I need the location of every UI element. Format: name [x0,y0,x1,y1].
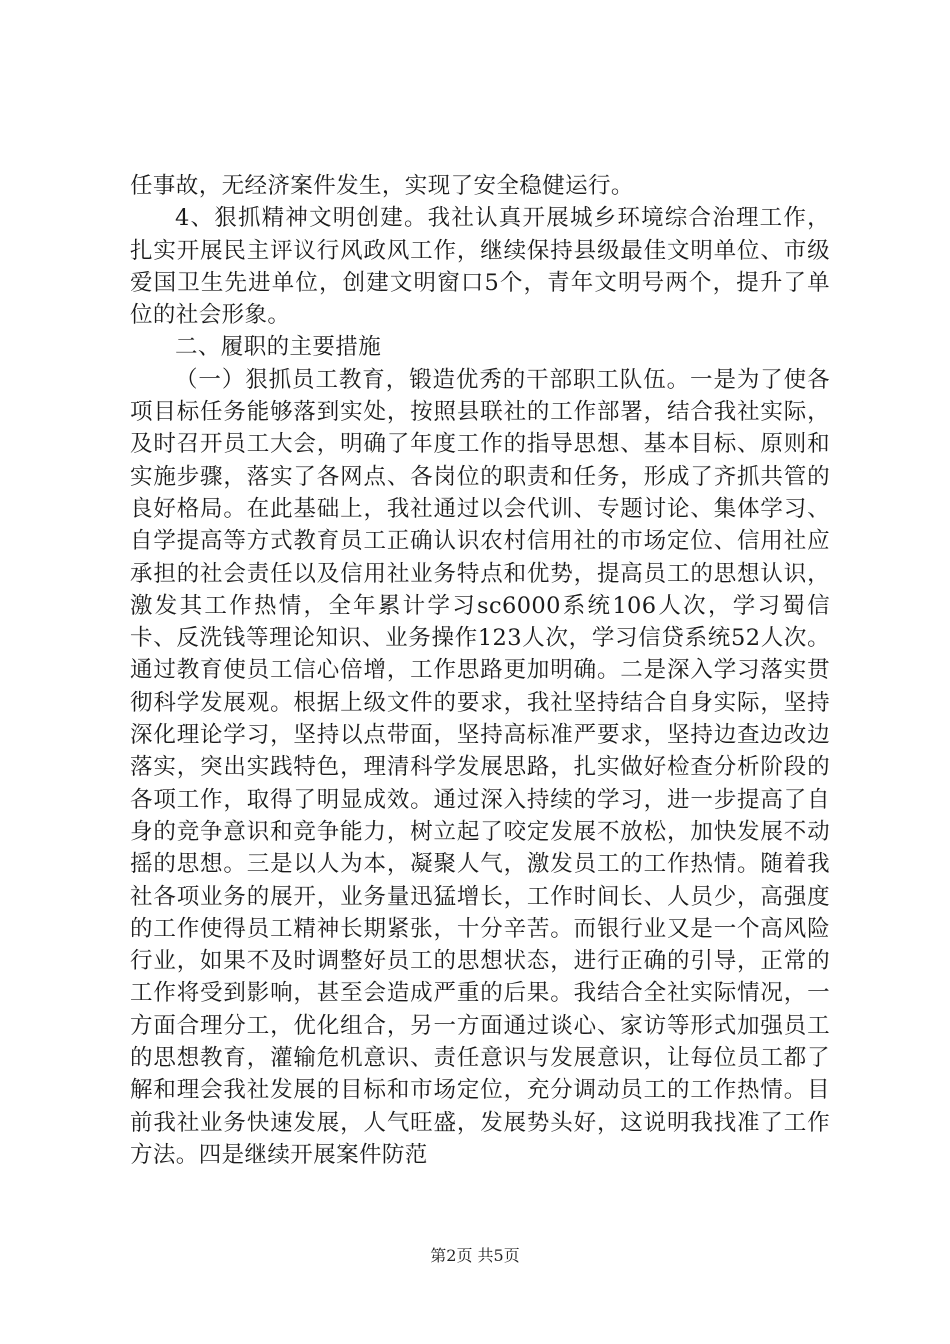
paragraph-continuation: 任事故，无经济案件发生，实现了安全稳健运行。 [130,173,634,199]
paragraph-measures: （一）狠抓员工教育，锻造优秀的干部职工队伍。一是为了使各项目标任务能够落到实处，按照县联社的工作部署，结合我社实际，及时召开员工大会，明确了年度工作的指导思想、基本目标、原则和实施步骤，落实了各网点、各岗位的职责和任务，形成了齐抓共管的良好格局。在此基础上，我社通过以会代训、专题讨论、集体学习、自学提高等方式教育员工正确认识农村信用社的市场定位、信用社应承担的社会责任以及信用社业务特点和优势，提高员工的思想认识，激发其工作热情，全年累计学习sc6000系统106人次，学习蜀信卡、反洗钱等理论知识、业务操作123人次，学习信贷系统52人次。通过教育使员工信心倍增，工作思路更加明确。二是深入学习落实贯彻科学发展观。根据上级文件的要求，我社坚持结合自身实际，坚持深化理论学习，坚持以点带面，坚持高标准严要求，坚持边查边改边落实，突出实践特色，理清科学发展思路，扎实做好检查分析阶段的各项工作，取得了明显成效。通过深入持续的学习，进一步提高了自身的竞争意识和竞争能力，树立起了咬定发展不放松，加快发展不动摇的思想。三是以人为本，凝聚人气，激发员工的工作热情。随着我社各项业务的展开，业务量迅猛增长，工作时间长、人员少，高强度的工作使得员工精神长期紧张，十分辛苦。而银行业又是一个高风险行业，如果不及时调整好员工的思想状态，进行正确的引导，正常的工作将受到影响，甚至会造成严重的后果。我结合全社实际情况，一方面合理分工，优化组合，另一方面通过谈心、家访等形式加强员工的思想教育，灌输危机意识、责任意识与发展意识，让每位员工都了解和理会我社发展的目标和市场定位，充分调动员工的工作热情。目前我社业务快速发展，人气旺盛，发展势头好，这说明我找准了工作方法。四是继续开展案件防范 [130,366,830,1168]
paragraph-item-4: 4、狠抓精神文明创建。我社认真开展城乡环境综合治理工作，扎实开展民主评议行风政风工作，继续保持县级最佳文明单位、市级爱国卫生先进单位，创建文明窗口5个，青年文明号两个，提升了单位的社会形象。 [130,205,830,329]
body-text [130,170,830,1171]
section-heading: 二、履职的主要措施 [175,334,382,361]
page-number-footer: 第2页 共5页 [430,1246,520,1265]
